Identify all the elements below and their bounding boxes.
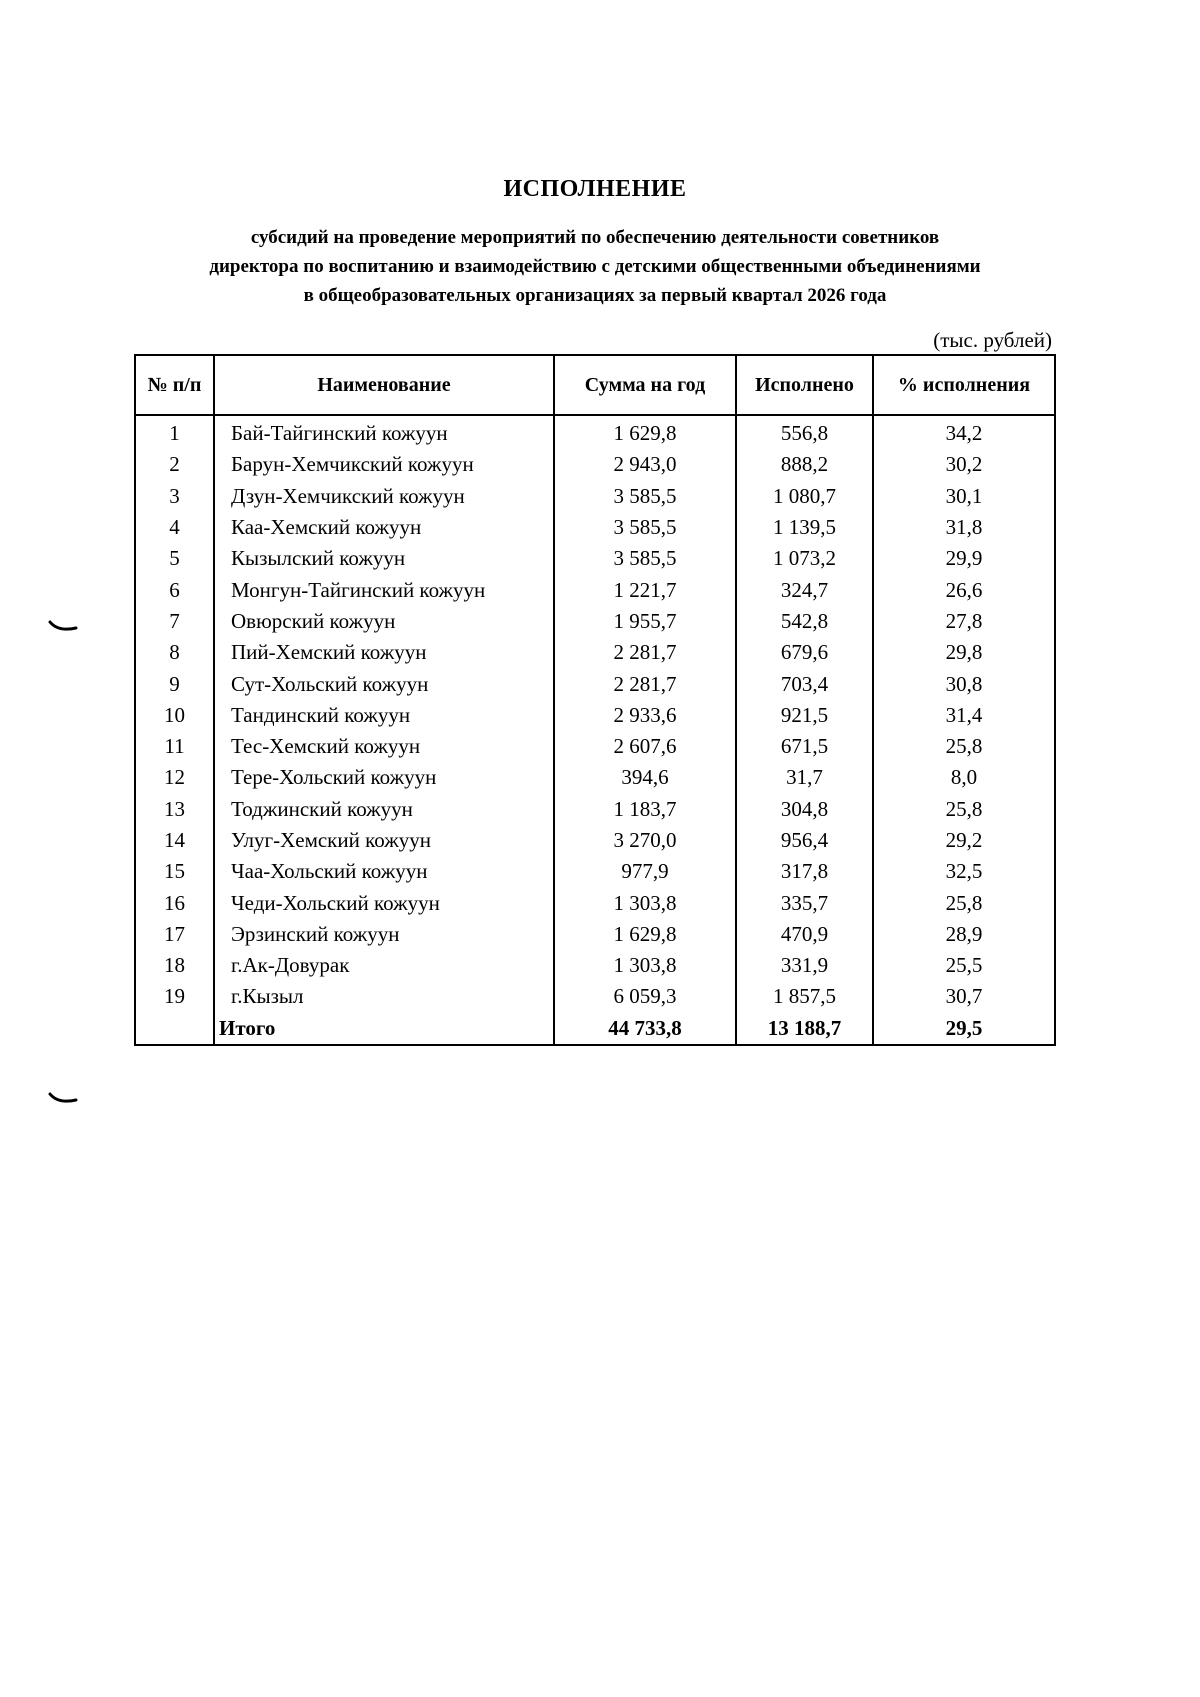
row-name: Монгун-Тайгинский кожуун: [214, 574, 554, 605]
row-number: 12: [135, 762, 214, 793]
table-row: [135, 512, 1055, 543]
table-row: [135, 415, 1055, 449]
row-name: Тес-Хемский кожуун: [214, 731, 554, 762]
row-annual-sum: 2 281,7: [554, 668, 736, 699]
row-executed: 304,8: [736, 794, 873, 825]
row-percent: 32,5: [873, 856, 1055, 887]
row-name: Чаа-Хольский кожуун: [214, 856, 554, 887]
row-percent: 30,8: [873, 668, 1055, 699]
total-annual-sum: 44 733,8: [554, 1013, 736, 1045]
row-name: Кызылский кожуун: [214, 543, 554, 574]
row-annual-sum: 2 943,0: [554, 449, 736, 480]
table-row: [135, 919, 1055, 950]
subtitle-line: в общеобразовательных организациях за первый квартал 2026 года: [303, 285, 887, 306]
table-row: [135, 731, 1055, 762]
row-executed: 888,2: [736, 449, 873, 480]
table-row: [135, 574, 1055, 605]
row-percent: 31,8: [873, 512, 1055, 543]
row-executed: 331,9: [736, 950, 873, 981]
row-name: Сут-Хольский кожуун: [214, 668, 554, 699]
row-annual-sum: 1 955,7: [554, 606, 736, 637]
row-number: 15: [135, 856, 214, 887]
row-percent: 31,4: [873, 700, 1055, 731]
row-executed: 703,4: [736, 668, 873, 699]
row-name: Улуг-Хемский кожуун: [214, 825, 554, 856]
scan-artifact-mark: [48, 620, 78, 634]
row-percent: 25,8: [873, 887, 1055, 918]
units-label: (тыс. рублей): [933, 328, 1052, 352]
row-executed: 1 073,2: [736, 543, 873, 574]
execution-table: [134, 354, 1056, 1046]
row-number: 7: [135, 606, 214, 637]
row-annual-sum: 3 585,5: [554, 543, 736, 574]
table-header-row: [135, 355, 1055, 415]
table-row: [135, 856, 1055, 887]
total-label: Итого: [214, 1013, 554, 1045]
row-percent: 25,8: [873, 731, 1055, 762]
table-row: [135, 981, 1055, 1012]
table-row: [135, 887, 1055, 918]
row-annual-sum: 977,9: [554, 856, 736, 887]
row-number: 11: [135, 731, 214, 762]
row-name: Тере-Хольский кожуун: [214, 762, 554, 793]
table-row: [135, 825, 1055, 856]
row-percent: 27,8: [873, 606, 1055, 637]
table-row: [135, 637, 1055, 668]
row-name: Дзун-Хемчикский кожуун: [214, 481, 554, 512]
row-number: 19: [135, 981, 214, 1012]
row-percent: 29,9: [873, 543, 1055, 574]
table-row: [135, 950, 1055, 981]
row-executed: 31,7: [736, 762, 873, 793]
row-executed: 324,7: [736, 574, 873, 605]
row-percent: 30,2: [873, 449, 1055, 480]
row-number: 13: [135, 794, 214, 825]
row-percent: 34,2: [873, 415, 1055, 449]
row-annual-sum: 1 221,7: [554, 574, 736, 605]
row-percent: 28,9: [873, 919, 1055, 950]
row-annual-sum: 1 303,8: [554, 950, 736, 981]
row-executed: 542,8: [736, 606, 873, 637]
row-annual-sum: 1 183,7: [554, 794, 736, 825]
row-number: 14: [135, 825, 214, 856]
document-subtitle: [130, 223, 1060, 310]
subtitle-line: директора по воспитанию и взаимодействию с детскими общественными объединениями: [209, 256, 981, 277]
row-name: Чеди-Хольский кожуун: [214, 887, 554, 918]
row-annual-sum: 3 585,5: [554, 512, 736, 543]
row-percent: 25,5: [873, 950, 1055, 981]
scan-artifact-mark: [48, 1092, 78, 1106]
row-name: г.Ак-Довурак: [214, 950, 554, 981]
row-name: г.Кызыл: [214, 981, 554, 1012]
total-number-cell: [135, 1013, 214, 1045]
row-executed: 1 857,5: [736, 981, 873, 1012]
row-number: 1: [135, 415, 214, 449]
row-executed: 1 139,5: [736, 512, 873, 543]
row-annual-sum: 2 933,6: [554, 700, 736, 731]
total-executed: 13 188,7: [736, 1013, 873, 1045]
row-number: 17: [135, 919, 214, 950]
row-annual-sum: 1 303,8: [554, 887, 736, 918]
row-percent: 26,6: [873, 574, 1055, 605]
column-header-number: № п/п: [135, 355, 214, 415]
table-row: [135, 762, 1055, 793]
row-percent: 8,0: [873, 762, 1055, 793]
row-name: Барун-Хемчикский кожуун: [214, 449, 554, 480]
column-header-executed: Исполнено: [736, 355, 873, 415]
row-name: Овюрский кожуун: [214, 606, 554, 637]
row-annual-sum: 2 281,7: [554, 637, 736, 668]
row-percent: 30,1: [873, 481, 1055, 512]
row-executed: 679,6: [736, 637, 873, 668]
row-name: Эрзинский кожуун: [214, 919, 554, 950]
row-number: 4: [135, 512, 214, 543]
row-executed: 956,4: [736, 825, 873, 856]
row-executed: 921,5: [736, 700, 873, 731]
row-number: 18: [135, 950, 214, 981]
row-annual-sum: 6 059,3: [554, 981, 736, 1012]
table-row: [135, 794, 1055, 825]
row-number: 6: [135, 574, 214, 605]
row-name: Тандинский кожуун: [214, 700, 554, 731]
row-executed: 470,9: [736, 919, 873, 950]
total-row: [135, 1013, 1055, 1045]
table-row: [135, 700, 1055, 731]
document-title: ИСПОЛНЕНИЕ: [503, 176, 687, 202]
row-executed: 335,7: [736, 887, 873, 918]
table-row: [135, 481, 1055, 512]
subtitle-line: субсидий на проведение мероприятий по обеспечению деятельности советников: [250, 227, 940, 248]
column-header-annual-sum: Сумма на год: [554, 355, 736, 415]
row-number: 8: [135, 637, 214, 668]
row-number: 2: [135, 449, 214, 480]
row-name: Пий-Хемский кожуун: [214, 637, 554, 668]
row-percent: 25,8: [873, 794, 1055, 825]
row-executed: 556,8: [736, 415, 873, 449]
table-row: [135, 449, 1055, 480]
row-executed: 317,8: [736, 856, 873, 887]
row-number: 10: [135, 700, 214, 731]
row-annual-sum: 1 629,8: [554, 919, 736, 950]
row-number: 3: [135, 481, 214, 512]
table-row: [135, 543, 1055, 574]
row-annual-sum: 1 629,8: [554, 415, 736, 449]
column-header-percent: % исполнения: [873, 355, 1055, 415]
row-annual-sum: 3 270,0: [554, 825, 736, 856]
row-executed: 671,5: [736, 731, 873, 762]
row-name: Бай-Тайгинский кожуун: [214, 415, 554, 449]
row-percent: 29,8: [873, 637, 1055, 668]
total-percent: 29,5: [873, 1013, 1055, 1045]
row-name: Тоджинский кожуун: [214, 794, 554, 825]
row-number: 16: [135, 887, 214, 918]
row-name: Каа-Хемский кожуун: [214, 512, 554, 543]
row-number: 9: [135, 668, 214, 699]
row-number: 5: [135, 543, 214, 574]
row-annual-sum: 2 607,6: [554, 731, 736, 762]
row-annual-sum: 3 585,5: [554, 481, 736, 512]
table-row: [135, 606, 1055, 637]
column-header-name: Наименование: [214, 355, 554, 415]
row-executed: 1 080,7: [736, 481, 873, 512]
row-percent: 30,7: [873, 981, 1055, 1012]
table-body: [135, 415, 1055, 1045]
row-percent: 29,2: [873, 825, 1055, 856]
table-row: [135, 668, 1055, 699]
row-annual-sum: 394,6: [554, 762, 736, 793]
